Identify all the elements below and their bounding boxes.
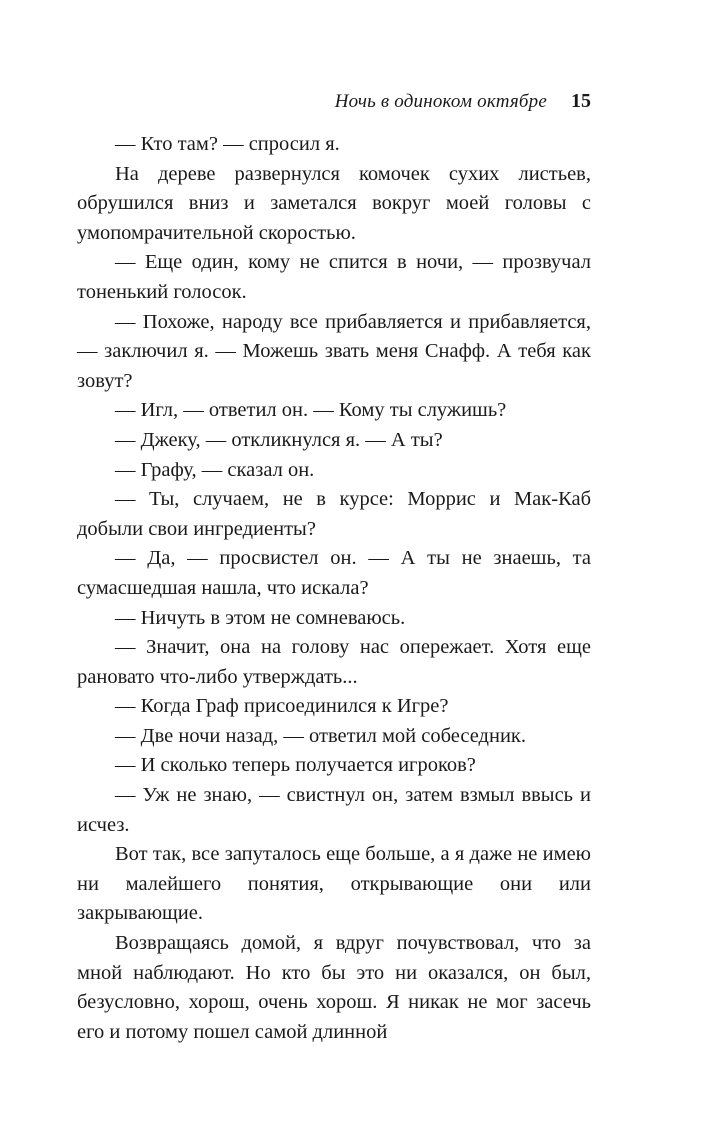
- page-number: 15: [571, 90, 591, 112]
- paragraph: — Уж не знаю, — свистнул он, затем взмыл ввысь и исчез.: [77, 784, 591, 836]
- paragraph: — Значит, она на голову нас опережает. Хотя еще рановато что-либо утверждать...: [77, 636, 591, 688]
- paragraph: На дереве развернулся комочек сухих листьев, обрушился вниз и заметался вокруг моей головы с умопомрачительной скоростью.: [77, 162, 591, 244]
- paragraph: — Две ночи назад, — ответил мой собеседник.: [115, 724, 527, 747]
- paragraph: Возвращаясь домой, я вдруг почувствовал, что за мной наблюдают. Но кто бы это ни оказался, он был, безусловно, хорош, очень хорош. Я никак не мог засечь его и потому пошел самой длинной: [77, 932, 591, 1043]
- paragraph: Вот так, все запуталось еще больше, а я даже не имею ни малейшего понятия, открывающие они или закрывающие.: [77, 843, 591, 925]
- paragraph: — Джеку, — откликнулся я. — А ты?: [115, 428, 443, 451]
- paragraph: — Еще один, кому не спится в ночи, — прозвучал тоненький голосок.: [77, 251, 591, 303]
- body-text: [77, 130, 591, 1047]
- paragraph: — Кто там? — спросил я.: [115, 133, 340, 155]
- paragraph: — Игл, — ответил он. — Кому ты служишь?: [115, 399, 507, 422]
- running-title: Ночь в одиноком октябре: [334, 91, 547, 112]
- paragraph: — Когда Граф присоединился к Игре?: [115, 695, 449, 718]
- running-header: [335, 90, 591, 113]
- paragraph: — Похоже, народу все прибавляется и прибавляется, — заключил я. — Можешь звать меня Снафф. А тебя как зовут?: [77, 310, 591, 392]
- paragraph: — И сколько теперь получается игроков?: [115, 754, 476, 777]
- paragraph: — Графу, — сказал он.: [115, 458, 315, 481]
- paragraph: — Ничуть в этом не сомневаюсь.: [115, 606, 406, 629]
- paragraph: — Да, — просвистел он. — А ты не знаешь, та сумасшедшая нашла, что искала?: [77, 547, 591, 599]
- paragraph: — Ты, случаем, не в курсе: Моррис и Мак-Каб добыли свои ингредиенты?: [77, 488, 591, 540]
